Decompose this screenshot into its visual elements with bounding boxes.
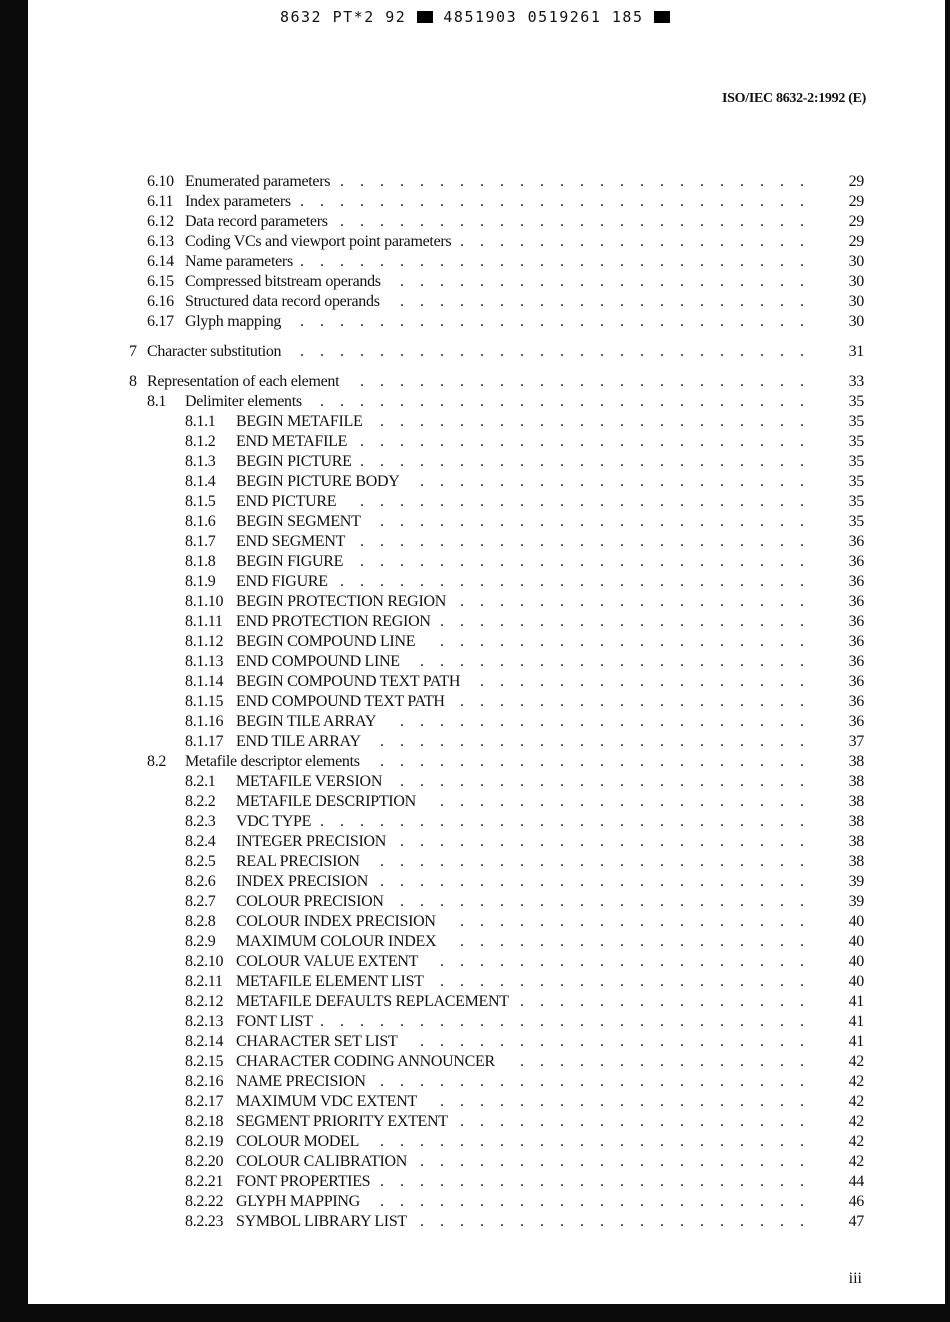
toc-entry-page: 36 — [848, 613, 864, 630]
toc-entry-number: 6.16 — [147, 293, 174, 310]
toc-entry-number: 7 — [129, 343, 137, 360]
toc-entry-number: 6.15 — [147, 273, 174, 290]
dot-leader: .......................... — [300, 253, 820, 270]
toc-entry-page: 39 — [848, 893, 864, 910]
toc-entry — [0, 792, 950, 812]
toc-entry-title: Compressed bitstream operands — [185, 273, 381, 290]
toc-entry-page: 41 — [848, 1013, 864, 1030]
toc-entry-page: 38 — [848, 813, 864, 830]
dot-leader: .................... — [420, 473, 820, 490]
toc-entry-title: BEGIN METAFILE — [236, 413, 363, 430]
toc-entry-page: 30 — [848, 273, 864, 290]
toc-entry-number: 6.10 — [147, 173, 174, 190]
dot-leader: ....................... — [360, 373, 820, 390]
toc-entry-title: END COMPOUND LINE — [236, 653, 400, 670]
toc-entry-number: 6.17 — [147, 313, 174, 330]
toc-entry — [0, 652, 950, 672]
toc-entry-number: 8.2.6 — [185, 873, 216, 890]
toc-entry-title: END PROTECTION REGION — [236, 613, 431, 630]
toc-entry-number: 8.2.2 — [185, 793, 216, 810]
toc-entry-page: 39 — [848, 873, 864, 890]
dot-leader: ................... — [440, 1093, 820, 1110]
toc-entry-number: 8.2.5 — [185, 853, 216, 870]
toc-entry-page: 40 — [848, 933, 864, 950]
toc-entry-page: 38 — [848, 853, 864, 870]
toc-entry-title: END COMPOUND TEXT PATH — [236, 693, 445, 710]
table-of-contents — [0, 172, 950, 1232]
dot-leader: .................. — [460, 1113, 820, 1130]
toc-entry-number: 6.11 — [147, 193, 174, 210]
dot-leader: ...................... — [380, 1133, 820, 1150]
toc-entry-page: 38 — [848, 773, 864, 790]
toc-entry-title: Delimiter elements — [185, 393, 302, 410]
dot-leader: ...................... — [380, 1073, 820, 1090]
toc-entry — [0, 212, 950, 232]
dot-leader: .................... — [420, 1153, 820, 1170]
toc-entry-number: 8.2.4 — [185, 833, 216, 850]
dot-leader: ......................... — [320, 393, 820, 410]
toc-entry — [0, 572, 950, 592]
toc-entry-title: METAFILE ELEMENT LIST — [236, 973, 424, 990]
toc-entry-page: 36 — [848, 593, 864, 610]
toc-entry-title: CHARACTER SET LIST — [236, 1033, 398, 1050]
toc-entry-title: Glyph mapping — [185, 313, 282, 330]
toc-entry — [0, 592, 950, 612]
toc-entry-title: SEGMENT PRIORITY EXTENT — [236, 1113, 448, 1130]
toc-entry — [0, 1212, 950, 1232]
toc-entry-number: 8.2.22 — [185, 1193, 224, 1210]
toc-entry-page: 29 — [848, 233, 864, 250]
toc-entry-title: Structured data record operands — [185, 293, 380, 310]
toc-entry-number: 8.2.8 — [185, 913, 216, 930]
dot-leader: ......................... — [320, 813, 820, 830]
toc-entry-title: FONT PROPERTIES — [236, 1173, 371, 1190]
dot-leader: ......................... — [320, 1013, 820, 1030]
toc-entry — [0, 192, 950, 212]
toc-entry-number: 8.2.18 — [185, 1113, 224, 1130]
toc-entry-number: 8.1.12 — [185, 633, 224, 650]
toc-entry-number: 8 — [129, 373, 137, 390]
toc-entry-page: 42 — [848, 1153, 864, 1170]
toc-entry-page: 35 — [848, 413, 864, 430]
toc-entry-page: 36 — [848, 693, 864, 710]
toc-entry-title: COLOUR VALUE EXTENT — [236, 953, 419, 970]
toc-entry — [0, 1172, 950, 1192]
toc-entry — [0, 932, 950, 952]
dot-leader: .......................... — [300, 343, 820, 360]
document-header: ISO/IEC 8632-2:1992 (E) — [722, 91, 866, 106]
dot-leader: ...................... — [380, 753, 820, 770]
toc-entry — [0, 712, 950, 732]
toc-entry — [0, 172, 950, 192]
dot-leader: .......................... — [300, 313, 820, 330]
toc-entry-page: 41 — [848, 993, 864, 1010]
toc-entry-title: COLOUR MODEL — [236, 1133, 360, 1150]
toc-entry-title: SYMBOL LIBRARY LIST — [236, 1213, 407, 1230]
dot-leader: ................... — [440, 793, 820, 810]
dot-leader: ....................... — [360, 453, 820, 470]
toc-entry-page: 35 — [848, 513, 864, 530]
black-square-mark — [654, 11, 670, 23]
toc-entry — [0, 512, 950, 532]
toc-entry-page: 36 — [848, 653, 864, 670]
toc-entry-number: 8.2.19 — [185, 1133, 224, 1150]
toc-entry-title: INDEX PRECISION — [236, 873, 368, 890]
toc-entry-number: 8.1.1 — [185, 413, 216, 430]
toc-entry-page: 36 — [848, 533, 864, 550]
toc-entry-number: 8.2.11 — [185, 973, 223, 990]
toc-entry-number: 8.1.14 — [185, 673, 224, 690]
toc-entry-number: 8.1.16 — [185, 713, 224, 730]
dot-leader: .................. — [460, 233, 820, 250]
toc-entry-number: 8.2.17 — [185, 1093, 224, 1110]
toc-entry — [0, 1012, 950, 1032]
toc-entry-title: FONT LIST — [236, 1013, 313, 1030]
dot-leader: ................... — [440, 633, 820, 650]
toc-entry — [0, 232, 950, 252]
dot-leader: ...................... — [380, 413, 820, 430]
toc-entry-title: MAXIMUM VDC EXTENT — [236, 1093, 417, 1110]
toc-entry-page: 42 — [848, 1073, 864, 1090]
toc-entry-number: 8.2.12 — [185, 993, 224, 1010]
toc-entry-page: 38 — [848, 793, 864, 810]
toc-entry-number: 8.1.9 — [185, 573, 216, 590]
toc-entry — [0, 732, 950, 752]
dot-leader: ....................... — [360, 533, 820, 550]
dot-leader: .................... — [420, 1213, 820, 1230]
document-control-code — [0, 8, 950, 26]
dot-leader: ............... — [520, 993, 820, 1010]
toc-entry — [0, 492, 950, 512]
toc-entry-number: 8.2.21 — [185, 1173, 224, 1190]
dot-leader: ........................ — [340, 573, 820, 590]
dot-leader: .................. — [460, 593, 820, 610]
toc-entry — [0, 972, 950, 992]
toc-entry-page: 36 — [848, 673, 864, 690]
toc-entry — [0, 872, 950, 892]
toc-entry-title: VDC TYPE — [236, 813, 312, 830]
toc-entry — [0, 992, 950, 1012]
toc-entry-page: 29 — [848, 193, 864, 210]
dot-leader: ..................... — [400, 893, 820, 910]
toc-entry-number: 8.2.1 — [185, 773, 216, 790]
dot-leader: .................. — [460, 933, 820, 950]
toc-entry-number: 8.1.11 — [185, 613, 223, 630]
toc-entry-number: 8.2.3 — [185, 813, 216, 830]
toc-entry-number: 8.1 — [147, 393, 167, 410]
toc-entry — [0, 892, 950, 912]
toc-entry — [0, 1032, 950, 1052]
toc-entry — [0, 372, 950, 392]
toc-entry-page: 30 — [848, 313, 864, 330]
toc-entry-number: 6.12 — [147, 213, 174, 230]
toc-entry-number: 8.1.2 — [185, 433, 216, 450]
toc-entry — [0, 772, 950, 792]
toc-entry-number: 8.1.4 — [185, 473, 216, 490]
toc-entry — [0, 412, 950, 432]
toc-entry-title: BEGIN COMPOUND TEXT PATH — [236, 673, 461, 690]
toc-entry — [0, 692, 950, 712]
dot-leader: .................... — [420, 653, 820, 670]
toc-entry-page: 41 — [848, 1033, 864, 1050]
toc-entry — [0, 452, 950, 472]
toc-entry-number: 8.1.3 — [185, 453, 216, 470]
toc-entry-title: METAFILE DESCRIPTION — [236, 793, 416, 810]
toc-entry-page: 46 — [848, 1193, 864, 1210]
toc-entry — [0, 1132, 950, 1152]
toc-entry-number: 8.2.13 — [185, 1013, 224, 1030]
dot-leader: ...................... — [380, 1173, 820, 1190]
dot-leader: ........................ — [340, 173, 820, 190]
toc-entry-title: CHARACTER CODING ANNOUNCER — [236, 1053, 495, 1070]
toc-entry-page: 30 — [848, 253, 864, 270]
toc-entry-number: 8.2.15 — [185, 1053, 224, 1070]
dot-leader: ................... — [440, 953, 820, 970]
dot-leader: ..................... — [400, 293, 820, 310]
toc-entry — [0, 1072, 950, 1092]
toc-entry-page: 29 — [848, 213, 864, 230]
toc-entry-number: 8.2.9 — [185, 933, 216, 950]
toc-entry-number: 8.1.5 — [185, 493, 216, 510]
toc-entry-number: 8.2.7 — [185, 893, 216, 910]
dot-leader: ................... — [440, 613, 820, 630]
toc-entry — [0, 312, 950, 332]
toc-entry-title: END SEGMENT — [236, 533, 346, 550]
dot-leader: ...................... — [380, 873, 820, 890]
toc-entry-page: 44 — [848, 1173, 864, 1190]
dot-leader: .......................... — [300, 193, 820, 210]
toc-entry-page: 36 — [848, 633, 864, 650]
toc-entry-page: 33 — [848, 373, 864, 390]
toc-entry — [0, 672, 950, 692]
dot-leader: ............... — [520, 1053, 820, 1070]
toc-entry-page: 38 — [848, 833, 864, 850]
dot-leader: ....................... — [360, 493, 820, 510]
toc-entry-title: BEGIN COMPOUND LINE — [236, 633, 416, 650]
toc-entry-title: INTEGER PRECISION — [236, 833, 387, 850]
toc-entry — [0, 342, 950, 362]
toc-entry-title: BEGIN PICTURE — [236, 453, 352, 470]
toc-entry-title: Data record parameters — [185, 213, 328, 230]
dot-leader: .................. — [460, 693, 820, 710]
toc-entry-title: BEGIN SEGMENT — [236, 513, 361, 530]
toc-entry-title: Index parameters — [185, 193, 291, 210]
dot-leader: ....................... — [360, 553, 820, 570]
toc-entry-title: COLOUR PRECISION — [236, 893, 384, 910]
dot-leader: ..................... — [400, 773, 820, 790]
toc-entry-title: REAL PRECISION — [236, 853, 360, 870]
toc-entry — [0, 1152, 950, 1172]
toc-entry-page: 36 — [848, 713, 864, 730]
dot-leader: ........................ — [340, 213, 820, 230]
toc-entry-title: Coding VCs and viewport point parameters — [185, 233, 452, 250]
black-square-mark — [417, 11, 433, 23]
toc-entry — [0, 752, 950, 772]
toc-entry-title: COLOUR INDEX PRECISION — [236, 913, 436, 930]
control-code-part1: 8632 PT*2 92 — [279, 8, 407, 26]
dot-leader: .................. — [460, 913, 820, 930]
page-number: iii — [848, 1270, 862, 1287]
toc-entry — [0, 852, 950, 872]
toc-entry-page: 31 — [848, 343, 864, 360]
toc-entry-title: BEGIN PICTURE BODY — [236, 473, 400, 490]
toc-entry-page: 42 — [848, 1113, 864, 1130]
toc-entry-number: 6.14 — [147, 253, 174, 270]
toc-entry — [0, 912, 950, 932]
toc-entry-title: BEGIN PROTECTION REGION — [236, 593, 446, 610]
toc-entry-page: 35 — [848, 473, 864, 490]
toc-entry-title: Metafile descriptor elements — [185, 753, 360, 770]
toc-entry-number: 8.2.20 — [185, 1153, 224, 1170]
toc-entry — [0, 472, 950, 492]
toc-entry — [0, 1052, 950, 1072]
toc-entry-page: 38 — [848, 753, 864, 770]
toc-entry — [0, 812, 950, 832]
toc-entry-number: 8.2 — [147, 753, 167, 770]
toc-entry-number: 8.2.23 — [185, 1213, 224, 1230]
toc-entry-title: METAFILE DEFAULTS REPLACEMENT — [236, 993, 509, 1010]
toc-entry — [0, 952, 950, 972]
toc-entry-title: GLYPH MAPPING — [236, 1193, 360, 1210]
toc-entry-page: 40 — [848, 973, 864, 990]
toc-entry-number: 8.1.7 — [185, 533, 216, 550]
dot-leader: ................. — [480, 673, 820, 690]
scan-edge-bottom — [0, 1304, 950, 1322]
toc-entry — [0, 612, 950, 632]
toc-entry-number: 8.1.6 — [185, 513, 216, 530]
dot-leader: ...................... — [380, 1193, 820, 1210]
toc-entry-page: 40 — [848, 913, 864, 930]
toc-entry-number: 8.2.14 — [185, 1033, 224, 1050]
toc-entry — [0, 1112, 950, 1132]
toc-entry — [0, 832, 950, 852]
toc-entry-number: 8.1.8 — [185, 553, 216, 570]
dot-leader: ..................... — [400, 713, 820, 730]
toc-entry-title: END METAFILE — [236, 433, 348, 450]
toc-entry-number: 6.13 — [147, 233, 174, 250]
toc-entry-page: 35 — [848, 433, 864, 450]
dot-leader: ................... — [440, 973, 820, 990]
toc-entry-title: END TILE ARRAY — [236, 733, 361, 750]
toc-entry-title: Enumerated parameters — [185, 173, 331, 190]
toc-entry-page: 42 — [848, 1053, 864, 1070]
toc-entry — [0, 292, 950, 312]
toc-entry — [0, 272, 950, 292]
toc-entry-title: Name parameters — [185, 253, 293, 270]
toc-entry-title: COLOUR CALIBRATION — [236, 1153, 408, 1170]
toc-entry — [0, 392, 950, 412]
toc-entry-page: 29 — [848, 173, 864, 190]
toc-entry-page: 47 — [848, 1213, 864, 1230]
toc-entry-title: METAFILE VERSION — [236, 773, 383, 790]
toc-entry — [0, 532, 950, 552]
toc-entry-page: 42 — [848, 1133, 864, 1150]
toc-entry-page: 36 — [848, 553, 864, 570]
toc-entry-number: 8.2.10 — [185, 953, 224, 970]
dot-leader: ....................... — [360, 433, 820, 450]
dot-leader: ...................... — [380, 733, 820, 750]
toc-entry-title: Character substitution — [147, 343, 282, 360]
toc-entry-title: NAME PRECISION — [236, 1073, 366, 1090]
toc-entry-page: 36 — [848, 573, 864, 590]
toc-entry-page: 37 — [848, 733, 864, 750]
toc-entry-title: END FIGURE — [236, 573, 328, 590]
toc-entry — [0, 1092, 950, 1112]
toc-entry-page: 35 — [848, 453, 864, 470]
toc-entry — [0, 252, 950, 272]
toc-entry-number: 8.1.15 — [185, 693, 224, 710]
toc-entry-page: 30 — [848, 293, 864, 310]
dot-leader: ..................... — [400, 833, 820, 850]
toc-entry-title: Representation of each element — [147, 373, 340, 390]
control-code-part2: 4851903 0519261 185 — [443, 8, 644, 26]
toc-entry-page: 40 — [848, 953, 864, 970]
dot-leader: ...................... — [380, 513, 820, 530]
toc-entry-number: 8.1.13 — [185, 653, 224, 670]
toc-entry — [0, 432, 950, 452]
toc-entry — [0, 552, 950, 572]
toc-entry-page: 35 — [848, 393, 864, 410]
toc-entry-number: 8.2.16 — [185, 1073, 224, 1090]
toc-entry-title: END PICTURE — [236, 493, 337, 510]
toc-entry-number: 8.1.17 — [185, 733, 224, 750]
dot-leader: ...................... — [380, 853, 820, 870]
dot-leader: .................... — [420, 1033, 820, 1050]
toc-entry — [0, 1192, 950, 1212]
toc-entry-title: BEGIN TILE ARRAY — [236, 713, 377, 730]
toc-entry-title: BEGIN FIGURE — [236, 553, 344, 570]
toc-entry-page: 35 — [848, 493, 864, 510]
toc-entry-page: 42 — [848, 1093, 864, 1110]
dot-leader: ..................... — [400, 273, 820, 290]
toc-entry-title: MAXIMUM COLOUR INDEX — [236, 933, 437, 950]
toc-entry — [0, 632, 950, 652]
toc-entry-number: 8.1.10 — [185, 593, 224, 610]
